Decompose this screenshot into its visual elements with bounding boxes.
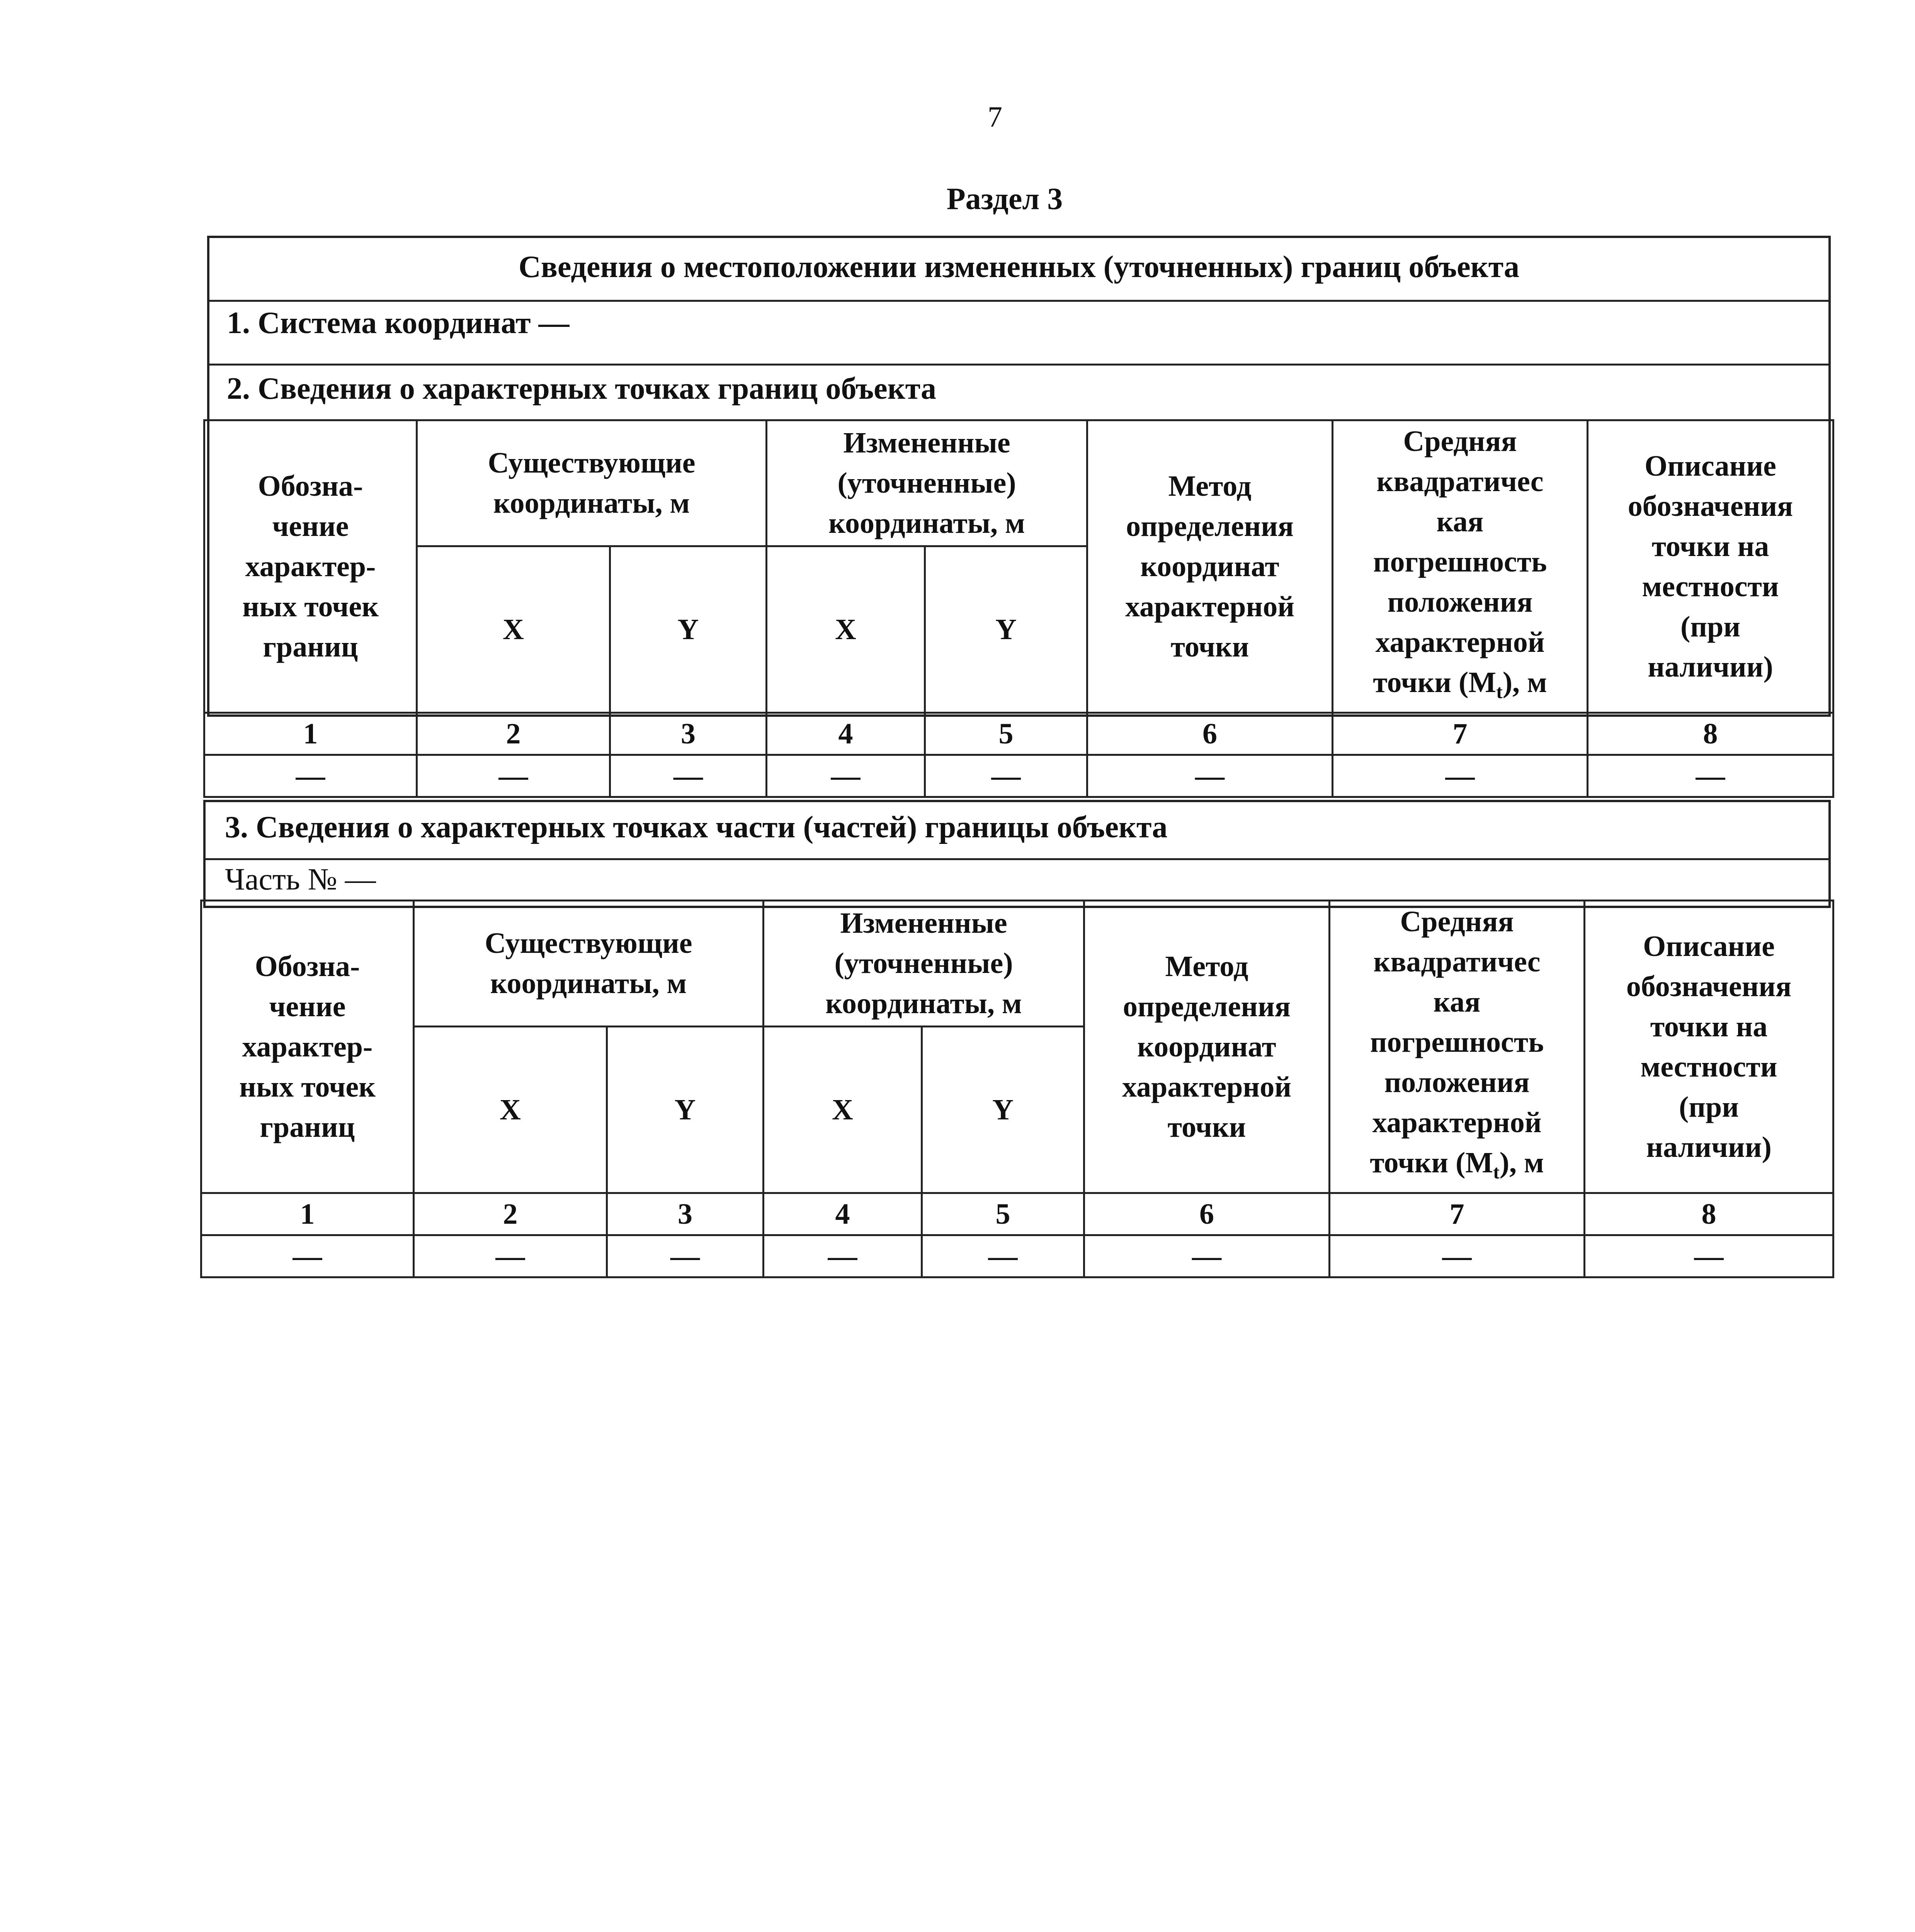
column-number: 7 [1333,713,1588,755]
empty-cell: — [925,755,1087,797]
header-mean-square-error: Средняя квадратичес кая погрешность положения характерной точки $(M_t)$, м [1333,420,1588,713]
empty-cell: — [1588,755,1833,797]
divider [209,364,1828,366]
column-number: 7 [1330,1193,1585,1235]
column-number: 8 [1588,713,1833,755]
column-number: 3 [607,1193,764,1235]
column-number: 6 [1087,713,1333,755]
header-existing-coordinates: Существующие координаты, м [417,420,767,546]
header-point-description: Описание обозначения точки на местности (при наличии) [1585,901,1833,1193]
header-changed-coordinates: Измененные (уточненные) координаты, м [767,420,1087,546]
empty-cell: — [764,1235,922,1277]
empty-cell: — [1585,1235,1833,1277]
header-changed-y: Y [922,1026,1084,1193]
empty-cell: — [414,1235,607,1277]
header-designation: Обозна- чение характер- ных точек границ [201,901,414,1193]
header-existing-x: X [414,1026,607,1193]
header-designation: Обозна- чение характер- ных точек границ [204,420,417,713]
header-mean-square-error: Средняя квадратичес кая погрешность положения характерной точки $(M_t)$, м [1330,901,1585,1193]
section-title: Раздел 3 [946,182,1063,216]
column-number: 2 [417,713,610,755]
page-number: 7 [988,101,1002,133]
empty-cell: — [1333,755,1588,797]
empty-cell: — [417,755,610,797]
column-number: 2 [414,1193,607,1235]
empty-cell: — [607,1235,764,1277]
coord-system-label: 1. Система координат — [227,306,570,340]
header-method: Метод определения координат характерной точки [1084,901,1330,1193]
header-changed-coordinates: Измененные (уточненные) координаты, м [764,901,1084,1027]
points-section-title: 2. Сведения о характерных точках границ объекта [227,372,937,406]
divider [209,300,1828,302]
empty-cell: — [610,755,767,797]
column-number: 8 [1585,1193,1833,1235]
empty-cell: — [204,755,417,797]
header-existing-x: X [417,546,610,713]
header-changed-y: Y [925,546,1087,713]
table-title: Сведения о местоположении измененных (уточненных) границ объекта [518,250,1520,284]
part-number-label: Часть № — [225,862,376,896]
header-existing-y: Y [610,546,767,713]
header-existing-y: Y [607,1026,764,1193]
header-changed-x: X [764,1026,922,1193]
parts-section-title: 3. Сведения о характерных точках части (частей) границы объекта [225,810,1168,844]
empty-cell: — [201,1235,414,1277]
parts-info-block [203,800,1831,908]
column-number: 6 [1084,1193,1330,1235]
column-number: 1 [204,713,417,755]
column-number: 4 [764,1193,922,1235]
empty-cell: — [1084,1235,1330,1277]
parts-table [200,900,1834,1278]
column-number: 1 [201,1193,414,1235]
header-method: Метод определения координат характерной точки [1087,420,1333,713]
empty-cell: — [1087,755,1333,797]
column-number: 4 [767,713,925,755]
header-point-description: Описание обозначения точки на местности (при наличии) [1588,420,1833,713]
column-number: 5 [925,713,1087,755]
points-table [203,419,1834,798]
divider [206,858,1828,860]
empty-cell: — [767,755,925,797]
column-number: 5 [922,1193,1084,1235]
header-existing-coordinates: Существующие координаты, м [414,901,764,1027]
header-changed-x: X [767,546,925,713]
empty-cell: — [1330,1235,1585,1277]
empty-cell: — [922,1235,1084,1277]
column-number: 3 [610,713,767,755]
